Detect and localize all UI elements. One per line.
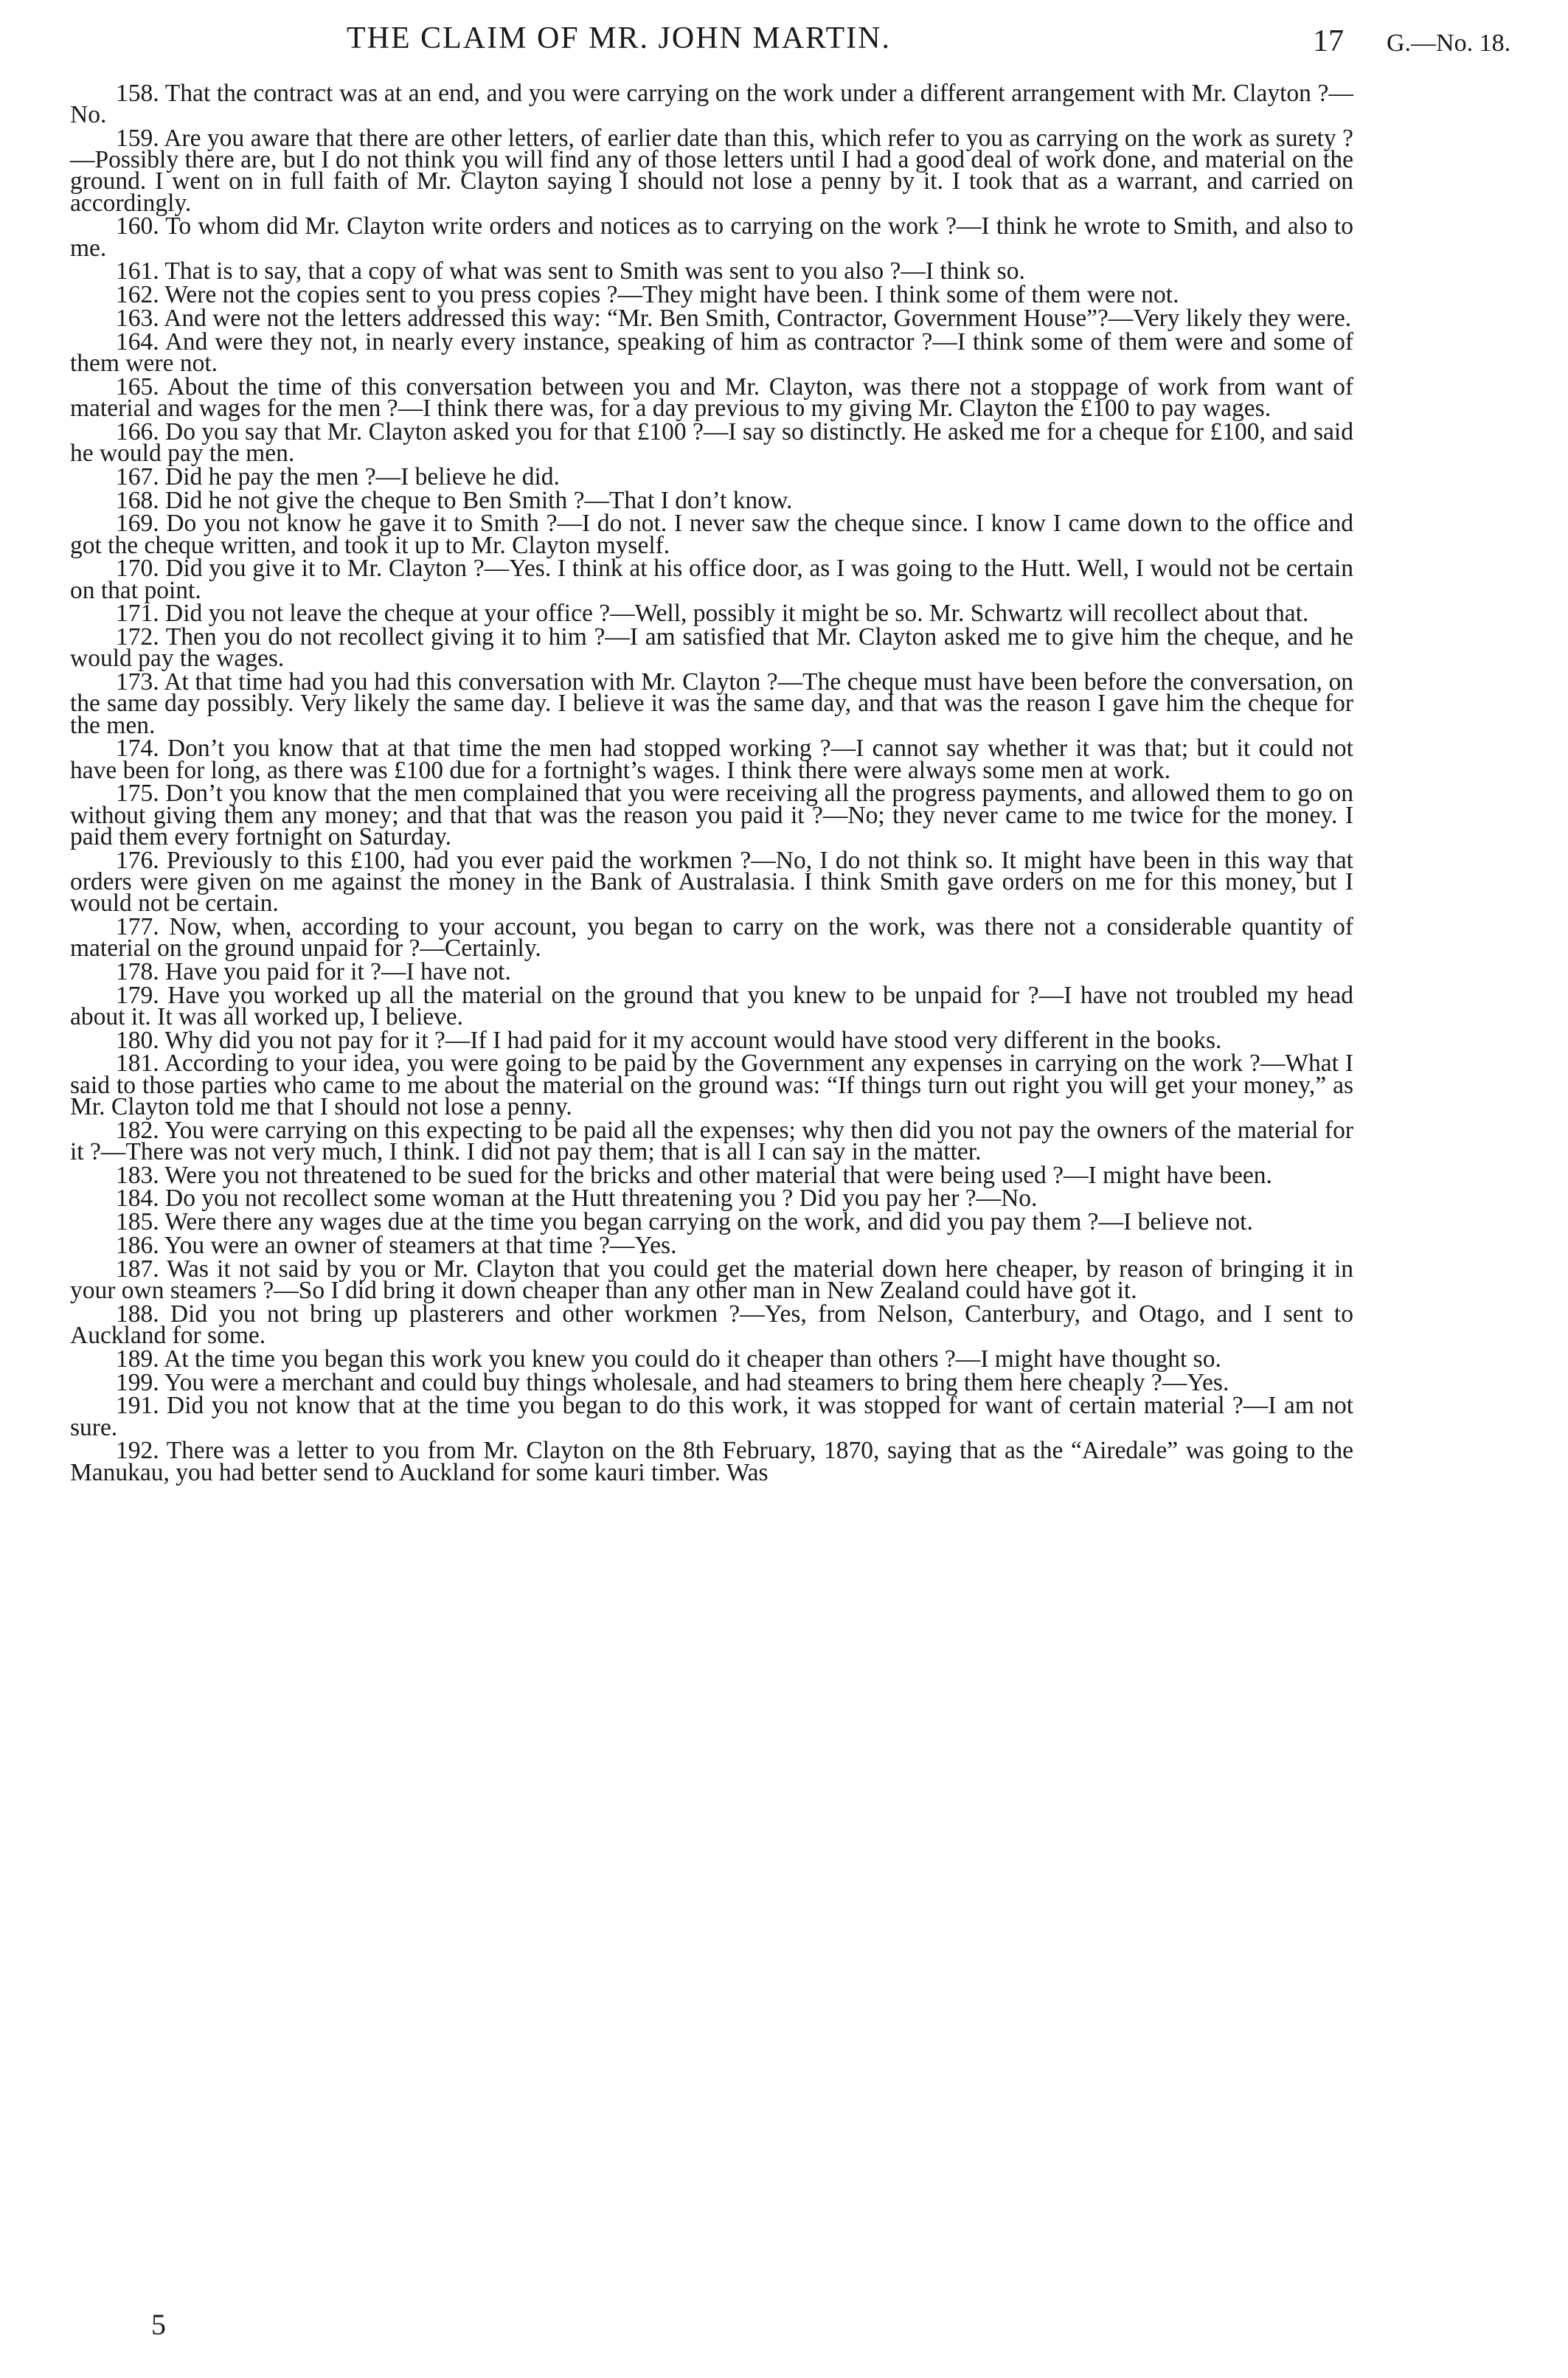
question-answer-paragraph: 174. Don’t you know that at that time the men had stopped working ?—I cannot say whether it was that; but it could not have been for long, as there was £100 due for a fortnight’s wages. I think there were always some men at work.: [70, 735, 1353, 784]
question-answer-paragraph: 167. Did he pay the men ?—I believe he did.: [116, 462, 560, 490]
question-answer-paragraph: 169. Do you not know he gave it to Smith ?—I do not. I never saw the cheque since. I know I came down to the office and got the cheque written, and took it up to Mr. Clayton myself.: [70, 510, 1353, 559]
question-answer-paragraph: 163. And were not the letters addressed this way: “Mr. Ben Smith, Contractor, Government House”?—Very likely they were.: [116, 305, 1352, 332]
question-answer-paragraph: 166. Do you say that Mr. Clayton asked you for that £100 ?—I say so distinctly. He asked me for a cheque for £100, and said he would pay the men.: [70, 417, 1353, 467]
question-answer-paragraph: 185. Were there any wages due at the time you began carrying on the work, and did you pay them ?—I believe not.: [116, 1208, 1253, 1236]
question-answer-paragraph: 191. Did you not know that at the time you began to do this work, it was stopped for want of certain material ?—I am not sure.: [70, 1392, 1353, 1441]
question-answer-paragraph: 182. You were carrying on this expecting to be paid all the expenses; why then did you not pay the owners of the material for it ?—There was not very much, I think. I did not pay them; that is all I can say in the matter.: [70, 1116, 1353, 1165]
question-answer-paragraph: 189. At the time you began this work you knew you could do it cheaper than others ?—I might have thought so.: [116, 1345, 1221, 1373]
question-answer-paragraph: 176. Previously to this £100, had you ever paid the workmen ?—No, I do not think so. It might have been in this way that orders were given on me against the money in the Bank of Australasia. I think Smith gave orders on me for this money, but I would not be certain.: [70, 846, 1353, 917]
question-answer-paragraph: 170. Did you give it to Mr. Clayton ?—Yes. I think at his office door, as I was going to the Hutt. Well, I would not be certain on that point.: [70, 555, 1353, 604]
page-number: 17: [1313, 24, 1344, 58]
question-answer-paragraph: 168. Did he not give the cheque to Ben Smith ?—That I don’t know.: [116, 486, 793, 514]
question-answer-paragraph: 159. Are you aware that there are other letters, of earlier date than this, which refer to you as carrying on the work as surety ?—Possibly there are, but I do not think you will find any of those letters until I had a good deal of work done, and material on the ground. I went on in full faith of Mr. Clayton saying I should not lose a penny by it. I took that as a warrant, and carried on accordingly.: [70, 125, 1353, 217]
question-answer-paragraph: 192. There was a letter to you from Mr. Clayton on the 8th February, 1870, saying that as the “Airedale” was going to the Manukau, you had better send to Auckland for some kauri timber. Was: [70, 1437, 1353, 1486]
question-answer-paragraph: 183. Were you not threatened to be sued for the bricks and other material that were being used ?—I might have been.: [116, 1161, 1272, 1189]
running-title: THE CLAIM OF MR. JOHN MARTIN.: [347, 21, 891, 55]
question-answer-paragraph: 164. And were they not, in nearly every instance, speaking of him as contractor ?—I think some of them were and some of them were not.: [70, 327, 1353, 377]
question-answer-paragraph: 160. To whom did Mr. Clayton write orders and notices as to carrying on the work ?—I think he wrote to Smith, and also to me.: [70, 212, 1353, 262]
document-reference: G.—No. 18.: [1387, 30, 1511, 57]
question-answer-paragraph: 158. That the contract was at an end, and you were carrying on the work under a different arrangement with Mr. Clayton ?—No.: [70, 80, 1353, 129]
question-answer-paragraph: 172. Then you do not recollect giving it to him ?—I am satisfied that Mr. Clayton asked me to give him the cheque, and he would pay the wages.: [70, 623, 1353, 673]
testimony-body: [70, 80, 1353, 1486]
question-answer-paragraph: 179. Have you worked up all the material on the ground that you knew to be unpaid for ?—I have not troubled my head about it. It was all worked up, I believe.: [70, 981, 1353, 1030]
question-answer-paragraph: 188. Did you not bring up plasterers and other workmen ?—Yes, from Nelson, Canterbury, and Otago, and I sent to Auckland for some.: [70, 1300, 1353, 1349]
question-answer-paragraph: 162. Were not the copies sent to you press copies ?—They might have been. I think some of them were not.: [116, 281, 1179, 309]
question-answer-paragraph: 175. Don’t you know that the men complained that you were receiving all the progress payments, and allowed them to go on without giving them any money; and that that was the reason you paid it ?—No; they never came to me twice for the money. I paid them every fortnight on Saturday.: [70, 780, 1353, 850]
question-answer-paragraph: 161. That is to say, that a copy of what was sent to Smith was sent to you also ?—I think so.: [116, 257, 1025, 285]
question-answer-paragraph: 178. Have you paid for it ?—I have not.: [116, 957, 511, 985]
signature-mark: 5: [151, 2308, 166, 2341]
question-answer-paragraph: 187. Was it not said by you or Mr. Clayton that you could get the material down here cheaper, by reason of bringing it in your own steamers ?—So I did bring it down cheaper than any other man in New Zealand could have got it.: [70, 1255, 1353, 1304]
page-header: [0, 21, 1568, 72]
question-answer-paragraph: 184. Do you not recollect some woman at the Hutt threatening you ? Did you pay her ?—No.: [116, 1185, 1038, 1213]
question-answer-paragraph: 180. Why did you not pay for it ?—If I had paid for it my account would have stood very different in the books.: [116, 1026, 1222, 1054]
question-answer-paragraph: 186. You were an owner of steamers at that time ?—Yes.: [116, 1231, 677, 1259]
question-answer-paragraph: 181. According to your idea, you were going to be paid by the Government any expenses in carrying on the work ?—What I said to those parties who came to me about the material on the ground was: “If things turn out right you will get your money,” as Mr. Clayton told me that I should not lose a penny.: [70, 1050, 1353, 1120]
question-answer-paragraph: 177. Now, when, according to your account, you began to carry on the work, was there not a considerable quantity of material on the ground unpaid for ?—Certainly.: [70, 912, 1353, 962]
question-answer-paragraph: 173. At that time had you had this conversation with Mr. Clayton ?—The cheque must have been before the conversation, on the same day possibly. Very likely the same day. I believe it was the same day, and that was the reason I gave him the cheque for the men.: [70, 668, 1353, 739]
question-answer-paragraph: 171. Did you not leave the cheque at your office ?—Well, possibly it might be so. Mr. Schwartz will recollect about that.: [116, 600, 1309, 628]
question-answer-paragraph: 199. You were a merchant and could buy things wholesale, and had steamers to bring them here cheaply ?—Yes.: [116, 1368, 1229, 1396]
question-answer-paragraph: 165. About the time of this conversation between you and Mr. Clayton, was there not a stoppage of work from want of material and wages for the men ?—I think there was, for a day previous to my giving Mr. Clayton the £100 to pay wages.: [70, 372, 1353, 422]
